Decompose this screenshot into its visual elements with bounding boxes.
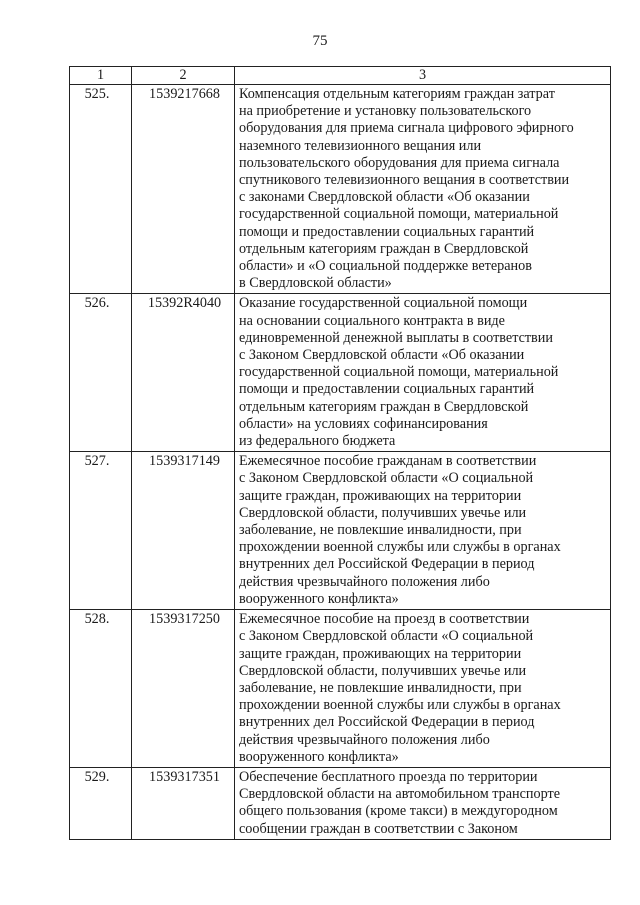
description-line: наземного телевизионного вещания или (239, 137, 482, 154)
description-line: сообщении граждан в соответствии с Законом (239, 820, 518, 837)
description-line: единовременной денежной выплаты в соответствии (239, 329, 553, 346)
description-line: государственной социальной помощи, материальной (239, 364, 559, 381)
row-code: 1539317351 (132, 767, 235, 839)
row-number: 525. (70, 85, 132, 294)
description-line: защите граждан, проживающих на территории (239, 487, 522, 504)
table-row (70, 294, 611, 452)
description-line: помощи и предоставлении социальных гарантий (239, 381, 535, 398)
row-description (235, 85, 611, 294)
table-row (70, 767, 611, 839)
description-line: Свердловской области на автомобильном транспорте (239, 786, 560, 803)
description-line: пользовательского оборудования для приема сигнала (239, 154, 560, 171)
description-line: с законами Свердловской области «Об оказании (239, 189, 530, 206)
description-line: Ежемесячное пособие на проезд в соответствии (239, 611, 530, 628)
description-line: действия чрезвычайного положения либо (239, 731, 490, 748)
description-line: помощи и предоставлении социальных гарантий (239, 223, 535, 240)
description-line: Обеспечение бесплатного проезда по территории (239, 768, 538, 785)
column-header-code: 2 (132, 67, 235, 85)
row-number: 527. (70, 452, 132, 610)
table-row (70, 85, 611, 294)
row-code: 15392R4040 (132, 294, 235, 452)
row-number: 528. (70, 610, 132, 768)
description-line: вооруженного конфликта» (239, 590, 399, 607)
description-line: внутренних дел Российской Федерации в период (239, 556, 535, 573)
column-header-number: 1 (70, 67, 132, 85)
description-line: прохождении военной службы или службы в органах (239, 697, 561, 714)
description-line: действия чрезвычайного положения либо (239, 573, 490, 590)
table-body (70, 85, 611, 840)
row-number: 529. (70, 767, 132, 839)
description-line: заболевание, не повлекшие инвалидности, при (239, 522, 522, 539)
description-line: Свердловской области, получивших увечье или (239, 504, 527, 521)
column-header-description: 3 (235, 67, 611, 85)
description-line: с Законом Свердловской области «О социальной (239, 628, 534, 645)
page-number: 75 (312, 33, 328, 49)
description-line: на приобретение и установку пользовательского (239, 103, 532, 120)
description-line: из федерального бюджета (239, 433, 396, 450)
row-code: 1539217668 (132, 85, 235, 294)
description-line: Оказание государственной социальной помощи (239, 295, 528, 312)
description-line: государственной социальной помощи, материальной (239, 206, 559, 223)
description-line: отдельным категориям граждан в Свердловской (239, 240, 529, 257)
budget-classification-table (69, 66, 611, 840)
row-description (235, 767, 611, 839)
description-line: спутникового телевизионного вещания в соответствии (239, 172, 570, 189)
description-line: вооруженного конфликта» (239, 748, 399, 765)
description-line: заболевание, не повлекшие инвалидности, при (239, 679, 522, 696)
table-row (70, 610, 611, 768)
description-line: Свердловской области, получивших увечье или (239, 662, 527, 679)
row-number: 526. (70, 294, 132, 452)
description-line: защите граждан, проживающих на территории (239, 645, 522, 662)
description-line: оборудования для приема сигнала цифрового эфирного (239, 120, 574, 137)
description-line: области» на условиях софинансирования (239, 415, 488, 432)
description-line: общего пользования (кроме такси) в междугородном (239, 803, 558, 820)
description-line: на основании социального контракта в виде (239, 312, 505, 329)
table-row (70, 452, 611, 610)
description-line: Ежемесячное пособие гражданам в соответствии (239, 453, 537, 470)
row-description (235, 610, 611, 768)
table-header-row (70, 67, 611, 85)
description-line: с Законом Свердловской области «О социальной (239, 470, 534, 487)
description-line: отдельным категориям граждан в Свердловской (239, 398, 529, 415)
row-description (235, 452, 611, 610)
description-line: в Свердловской области» (239, 275, 392, 292)
description-line: области» и «О социальной поддержке ветеранов (239, 258, 532, 275)
description-line: внутренних дел Российской Федерации в период (239, 714, 535, 731)
row-code: 1539317149 (132, 452, 235, 610)
description-line: прохождении военной службы или службы в органах (239, 539, 561, 556)
description-line: с Законом Свердловской области «Об оказании (239, 347, 525, 364)
row-description (235, 294, 611, 452)
row-code: 1539317250 (132, 610, 235, 768)
description-line: Компенсация отдельным категориям граждан затрат (239, 86, 555, 102)
